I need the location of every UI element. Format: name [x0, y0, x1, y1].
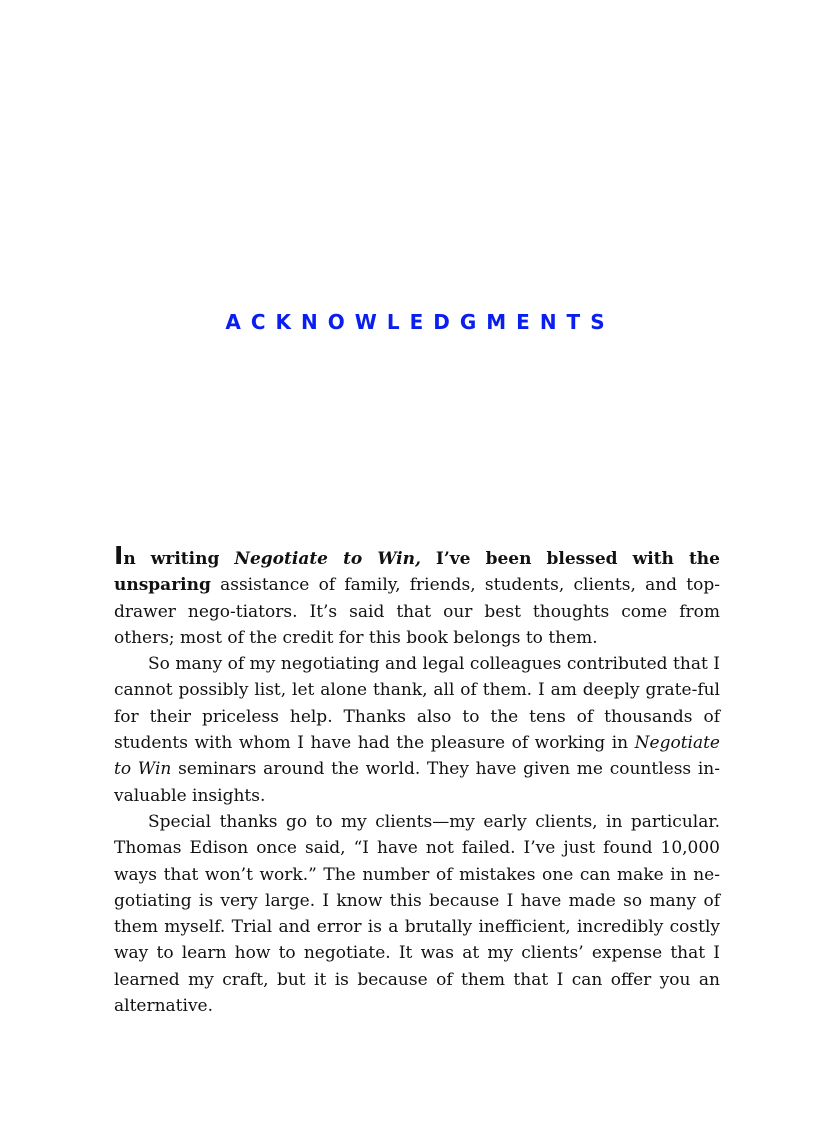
paragraph-text: seminars around the world. They have given me countless in-valuable insights. — [114, 759, 720, 806]
book-title-italic: Negotiate to Win — [114, 733, 720, 780]
paragraph — [114, 651, 720, 809]
drop-cap: I — [114, 541, 124, 570]
paragraph-text: assistance of family, friends, students, clients, and top-drawer nego-tiators. It’s said that our best thoughts come from others; most of the credit for this book belongs to them. — [114, 575, 720, 648]
paragraph — [114, 541, 720, 651]
paragraph-text: So many of my negotiating and legal colleagues contributed that I cannot possibly list, let alone thank, all of them. I am deeply grate-ful for their priceless help. Thanks also to the tens of thousands of students with whom I have had the pleasure of working in — [114, 654, 720, 754]
paragraph — [114, 809, 720, 1019]
book-title-italic: Negotiate to Win, — [234, 549, 421, 569]
paragraph-text: Special thanks go to my clients—my early clients, in particular. Thomas Edison once said, “I have not failed. I’ve just found 10,000 ways that won’t work.” The number of mistakes one can make in ne-gotiating is very large. I know this because I have made so many of them myself. Trial and error is a brutally inefficient, incredibly costly way to learn how to negotiate. It was at my clients’ expense that I learned my craft, but it is because of them that I can offer you an alternative. — [114, 811, 720, 1017]
lead-in-bold: n writing — [123, 549, 235, 569]
lead-in-bold-continued: I’ve been blessed with the unsparing — [114, 549, 720, 596]
page-title: ACKNOWLEDGMENTS — [225, 310, 615, 334]
body-text — [114, 541, 720, 1019]
